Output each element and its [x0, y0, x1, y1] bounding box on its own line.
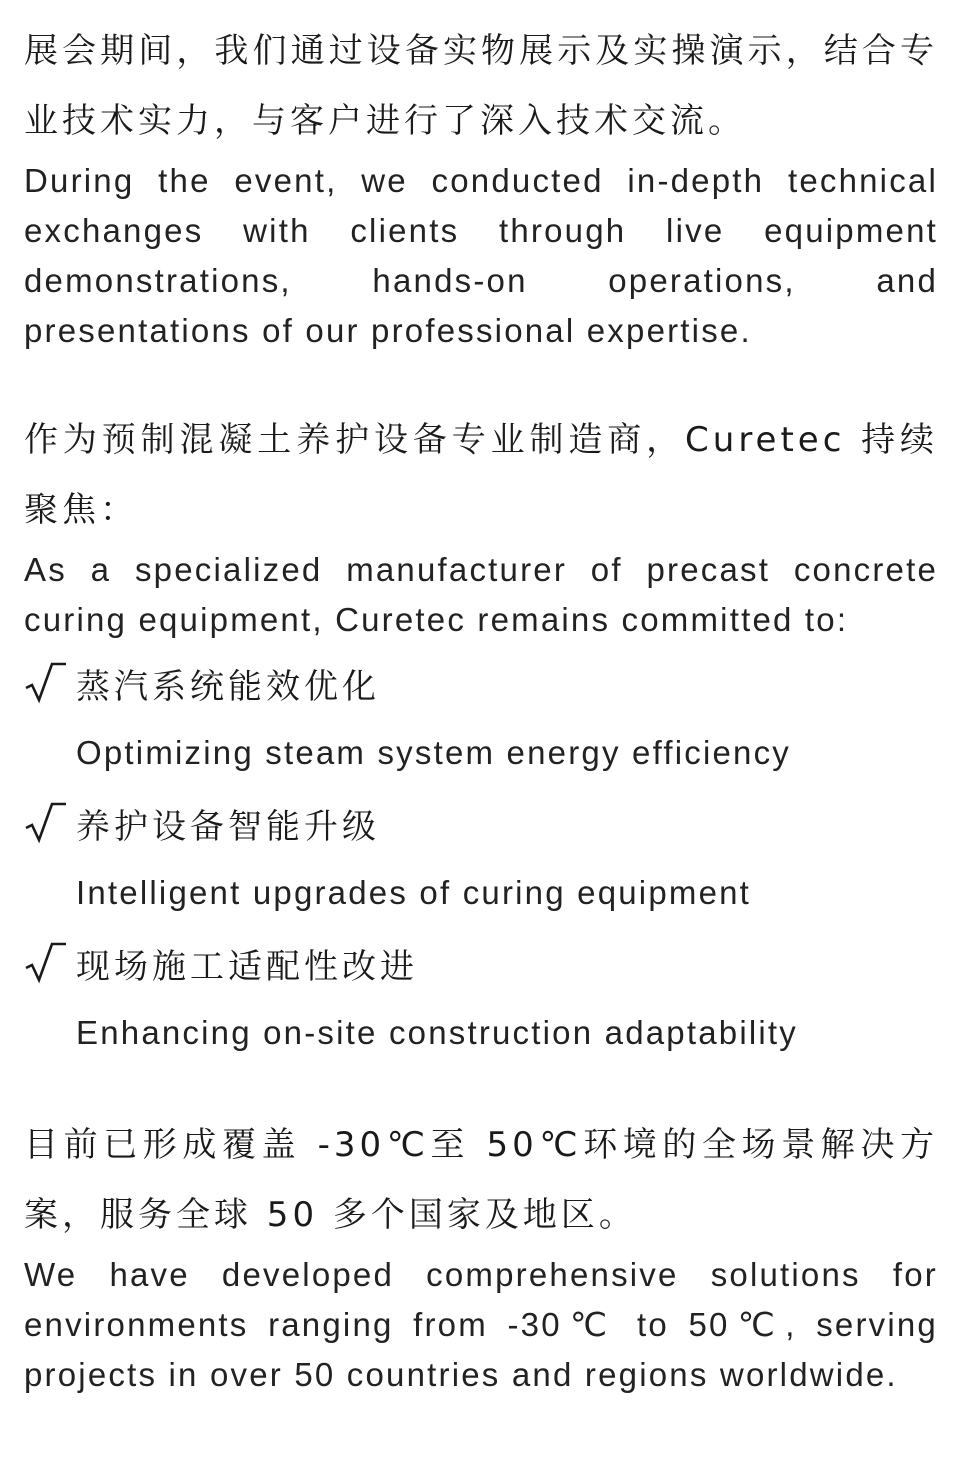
global-solutions-zh: 目前已形成覆盖 -30℃至 50℃环境的全场景解决方案，服务全球 50 多个国家及地区。 — [24, 1125, 938, 1235]
event-exchange-en: During the event, we conducted in-depth technical exchanges with clients through live equipment demonstrations, hands-on operations, and presentations of our professional expertise. — [24, 162, 938, 349]
checklist-item-intelligent — [24, 788, 938, 928]
manufacturer-focus-en: As a specialized manufacturer of precast concrete curing equipment, Curetec remains committed to: — [24, 551, 938, 638]
checklist-item-zh: 养护设备智能升级 — [76, 806, 380, 847]
event-exchange-section — [24, 16, 938, 356]
focus-checklist — [24, 648, 938, 1068]
checklist-item-en: Intelligent upgrades of curing equipment — [76, 874, 752, 911]
checklist-item-en: Enhancing on-site construction adaptability — [76, 1014, 798, 1051]
check-mark-icon — [24, 938, 68, 988]
checklist-item-steam — [24, 648, 938, 788]
checklist-item-en: Optimizing steam system energy efficiency — [76, 734, 791, 771]
manufacturer-focus-section — [24, 405, 938, 645]
checklist-item-zh: 现场施工适配性改进 — [76, 946, 418, 987]
event-exchange-zh: 展会期间，我们通过设备实物展示及实操演示，结合专业技术实力，与客户进行了深入技术交流。 — [24, 31, 938, 141]
check-mark-icon — [24, 658, 68, 708]
check-mark-icon — [24, 798, 68, 848]
manufacturer-focus-zh: 作为预制混凝土养护设备专业制造商，Curetec 持续聚焦： — [24, 420, 938, 530]
global-solutions-section — [24, 1110, 938, 1400]
global-solutions-en: We have developed comprehensive solutions for environments ranging from -30℃ to 50℃, serving projects in over 50 countries and regions worldwide. — [24, 1256, 938, 1393]
checklist-item-zh: 蒸汽系统能效优化 — [76, 666, 380, 707]
checklist-item-onsite — [24, 928, 938, 1068]
